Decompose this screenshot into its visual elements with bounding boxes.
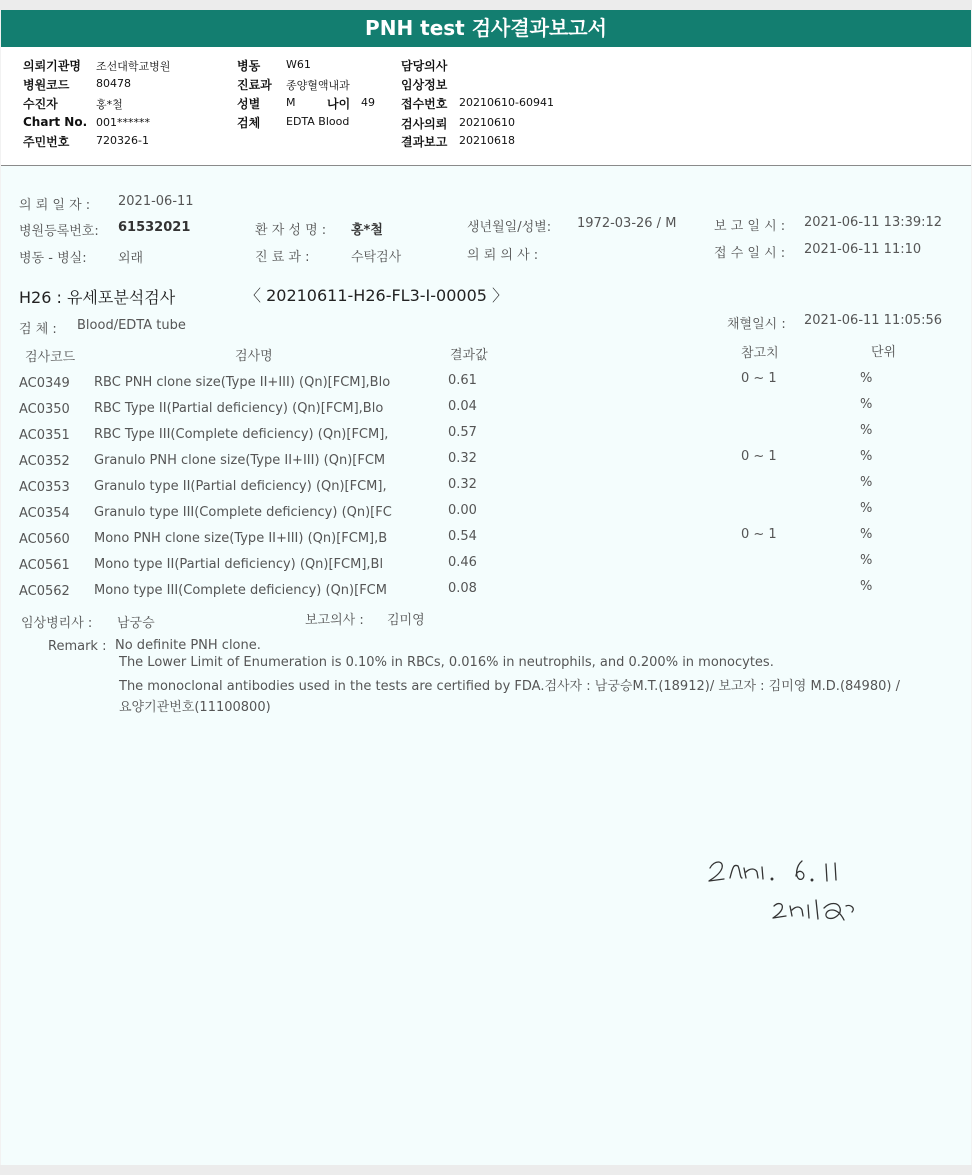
- receipt-no-value: 20210610-60941: [459, 96, 554, 109]
- test-result: 0.61: [448, 373, 477, 388]
- test-result: 0.54: [448, 529, 477, 544]
- section-title: H26 : 유세포분석검사: [19, 288, 176, 307]
- sex-label: 성별: [237, 97, 261, 111]
- request-date-label: 검사의뢰: [401, 117, 448, 131]
- hospital-code-value: 80478: [96, 77, 131, 90]
- remark-line: 요양기관번호(11100800): [119, 700, 271, 715]
- ward-value: W61: [286, 58, 311, 71]
- specimen-value: EDTA Blood: [286, 115, 350, 128]
- dept2-value: 수탁검사: [351, 250, 402, 265]
- test-unit: %: [860, 527, 873, 542]
- test-name: Mono type III(Complete deficiency) (Qn)[FCM: [94, 583, 387, 598]
- test-unit: %: [860, 501, 873, 516]
- ward-room-value: 외래: [118, 251, 144, 266]
- test-result: 0.08: [448, 581, 477, 596]
- report-body: [1, 166, 971, 1165]
- test-name: Granulo PNH clone size(Type II+III) (Qn)[FCM: [94, 453, 386, 468]
- test-result: 0.32: [448, 451, 477, 466]
- resident-no-label: 주민번호: [23, 135, 70, 149]
- report-title: PNH test 검사결과보고서: [1, 10, 971, 47]
- requesting-doctor-label: 의 뢰 의 사 :: [467, 248, 539, 263]
- test-unit: %: [860, 397, 873, 412]
- collect-time-label: 채혈일시 :: [727, 317, 786, 332]
- handwritten-signature: [700, 848, 890, 938]
- result-report-label: 결과보고: [401, 135, 448, 149]
- birth-label: 생년월일/성별:: [467, 220, 552, 235]
- test-code: AC0350: [19, 402, 70, 417]
- test-ref: 0 ~ 1: [741, 371, 777, 386]
- collect-time-value: 2021-06-11 11:05:56: [804, 313, 943, 328]
- test-code: AC0560: [19, 532, 70, 547]
- birth-value: 1972-03-26 / M: [577, 216, 677, 231]
- receipt-time-value: 2021-06-11 11:10: [804, 242, 922, 257]
- chart-no-value: 001******: [96, 116, 150, 129]
- test-result: 0.32: [448, 477, 477, 492]
- report-time-label: 보 고 일 시 :: [714, 219, 786, 234]
- remark-line: The monoclonal antibodies used in the tests are certified by FDA.검사자 : 남궁승M.T.(18912)/ 보고자 : 김미영 M.D.(84980) /: [119, 679, 900, 694]
- reg-no-label: 병원등록번호:: [19, 224, 99, 239]
- test-ref: 0 ~ 1: [741, 527, 777, 542]
- test-result: 0.04: [448, 399, 477, 414]
- specimen-label: 검체: [237, 116, 261, 130]
- test-unit: %: [860, 449, 873, 464]
- test-code: AC0562: [19, 584, 70, 599]
- test-unit: %: [860, 475, 873, 490]
- technician-label: 임상병리사 :: [21, 616, 93, 631]
- report-time-value: 2021-06-11 13:39:12: [804, 215, 943, 230]
- header-name: 검사명: [235, 349, 273, 364]
- patient-name-label: 환 자 성 명 :: [255, 223, 327, 238]
- test-code: AC0352: [19, 454, 70, 469]
- req-date-value: 2021-06-11: [118, 194, 194, 209]
- technician-value: 남궁승: [117, 616, 155, 631]
- test-name: RBC Type II(Partial deficiency) (Qn)[FCM],Blo: [94, 401, 384, 416]
- receipt-no-label: 접수번호: [401, 97, 448, 111]
- top-strip: [0, 0, 972, 10]
- age-label: 나이: [327, 97, 351, 111]
- test-result: 0.46: [448, 555, 477, 570]
- test-name: Mono PNH clone size(Type II+III) (Qn)[FCM],B: [94, 531, 388, 546]
- resident-no-value: 720326-1: [96, 134, 149, 147]
- test-unit: %: [860, 579, 873, 594]
- test-code: AC0349: [19, 376, 70, 391]
- header-unit: 단위: [871, 345, 897, 360]
- result-report-value: 20210618: [459, 134, 515, 147]
- ward-label: 병동: [237, 59, 261, 73]
- reporting-doctor-label: 보고의사 :: [305, 613, 364, 628]
- test-ref: 0 ~ 1: [741, 449, 777, 464]
- test-name: RBC Type III(Complete deficiency) (Qn)[FCM],: [94, 427, 389, 442]
- reporting-doctor-value: 김미영: [387, 613, 425, 628]
- clinical-info-label: 임상정보: [401, 78, 448, 92]
- hospital-value: 조선대학교병원: [96, 60, 171, 73]
- accession-number: 〈 20210611-H26-FL3-I-00005 〉: [245, 286, 509, 305]
- request-date-value: 20210610: [459, 116, 515, 129]
- hospital-label: 의뢰기관명: [23, 59, 81, 73]
- test-code: AC0351: [19, 428, 70, 443]
- test-result: 0.00: [448, 503, 477, 518]
- test-name: Granulo type II(Partial deficiency) (Qn)[FCM],: [94, 479, 387, 494]
- sex-value: M: [286, 96, 296, 109]
- test-unit: %: [860, 423, 873, 438]
- req-date-label: 의 뢰 일 자 :: [19, 198, 91, 213]
- header-code: 검사코드: [25, 350, 76, 365]
- test-name: RBC PNH clone size(Type II+III) (Qn)[FCM],Blo: [94, 375, 391, 390]
- patient-name-value: 홍*철: [351, 223, 383, 238]
- header-result: 결과값: [450, 348, 488, 363]
- chart-no-label: Chart No.: [23, 115, 88, 129]
- header-ref: 참고치: [741, 346, 779, 361]
- test-code: AC0353: [19, 480, 70, 495]
- test-name: Mono type II(Partial deficiency) (Qn)[FCM],Bl: [94, 557, 384, 572]
- bottom-strip: [0, 1165, 972, 1175]
- test-unit: %: [860, 553, 873, 568]
- test-code: AC0561: [19, 558, 70, 573]
- test-code: AC0354: [19, 506, 70, 521]
- specimen2-value: Blood/EDTA tube: [77, 318, 186, 333]
- hospital-code-label: 병원코드: [23, 78, 70, 92]
- attending-doctor-label: 담당의사: [401, 59, 448, 73]
- remark-line: No definite PNH clone.: [115, 638, 261, 653]
- specimen2-label: 검 체 :: [19, 322, 57, 337]
- reg-no-value: 61532021: [118, 220, 191, 235]
- patient-label: 수진자: [23, 97, 58, 111]
- dept2-label: 진 료 과 :: [255, 250, 310, 265]
- ward-room-label: 병동 - 병실:: [19, 251, 87, 266]
- test-result: 0.57: [448, 425, 477, 440]
- remark-label: Remark :: [48, 639, 107, 654]
- age-value: 49: [361, 96, 375, 109]
- dept-value: 종양혈액내과: [286, 79, 350, 92]
- remark-line: The Lower Limit of Enumeration is 0.10% in RBCs, 0.016% in neutrophils, and 0.200% in monocytes.: [119, 655, 774, 670]
- dept-label: 진료과: [237, 78, 272, 92]
- patient-value: 홍*철: [96, 98, 123, 111]
- receipt-time-label: 접 수 일 시 :: [714, 246, 786, 261]
- header-info: [1, 47, 971, 166]
- test-unit: %: [860, 371, 873, 386]
- test-name: Granulo type III(Complete deficiency) (Qn)[FC: [94, 505, 392, 520]
